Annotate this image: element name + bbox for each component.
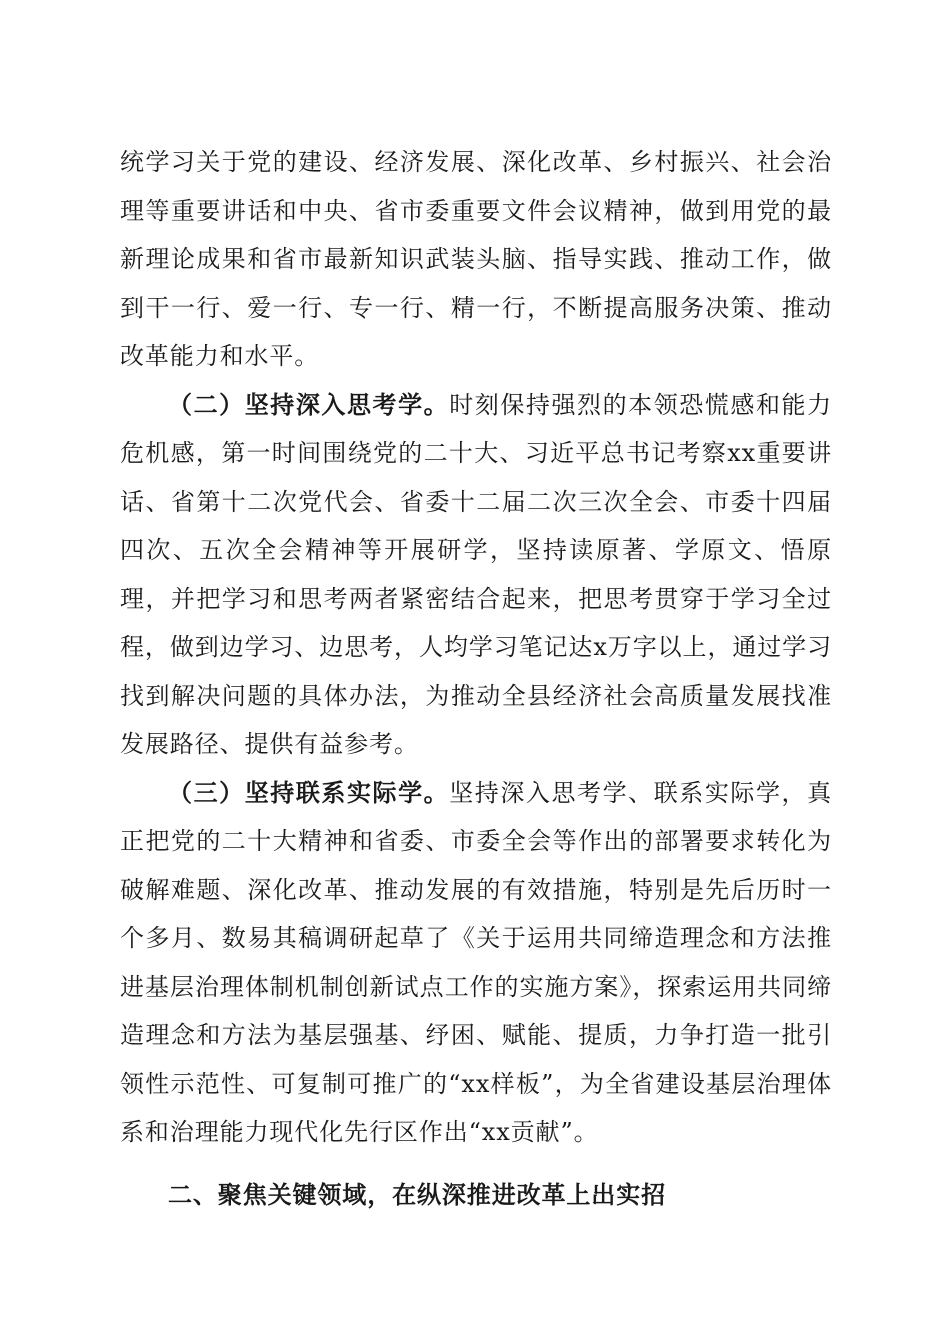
document-body bbox=[120, 138, 832, 1219]
paragraph-practical-study bbox=[120, 769, 832, 1157]
paragraph-deep-thinking-study bbox=[120, 381, 832, 769]
paragraph-lead: （二）坚持深入思考学。 bbox=[168, 390, 450, 419]
paragraph-text: 时刻保持强烈的本领恐慌感和能力危机感，第一时间围绕党的二十大、习近平总书记考察xx重要讲话、省第十二次党代会、省委十二届二次三次全会、市委十四届四次、五次全会精神等开展研学，坚持读原著、学原文、悟原理，并把学习和思考两者紧密结合起来，把思考贯穿于学习全过程，做到边学习、边思考，人均学习笔记达x万字以上，通过学习找到解决问题的具体办法，为推动全县经济社会高质量发展找准发展路径、提供有益参考。 bbox=[120, 390, 832, 758]
paragraph-text: 坚持深入思考学、联系实际学，真正把党的二十大精神和省委、市委全会等作出的部署要求转化为破解难题、深化改革、推动发展的有效措施，特别是先后历时一个多月、数易其稿调研起草了《关于运用共同缔造理念和方法推进基层治理体制机制创新试点工作的实施方案》，探索运用共同缔造理念和方法为基层强基、纾困、赋能、提质，力争打造一批引领性示范性、可复制可推广的“xx样板”，为全省建设基层治理体系和治理能力现代化先行区作出“xx贡献”。 bbox=[120, 778, 832, 1146]
section-heading: 二、聚焦关键领域，在纵深推进改革上出实招 bbox=[168, 1180, 666, 1209]
paragraph-lead: （三）坚持联系实际学。 bbox=[168, 778, 450, 807]
paragraph-text: 统学习关于党的建设、经济发展、深化改革、乡村振兴、社会治理等重要讲话和中央、省市委重要文件会议精神，做到用党的最新理论成果和省市最新知识武装头脑、指导实践、推动工作，做到干一行、爱一行、专一行、精一行，不断提高服务决策、推动改革能力和水平。 bbox=[120, 148, 832, 370]
paragraph-continued bbox=[120, 138, 832, 381]
